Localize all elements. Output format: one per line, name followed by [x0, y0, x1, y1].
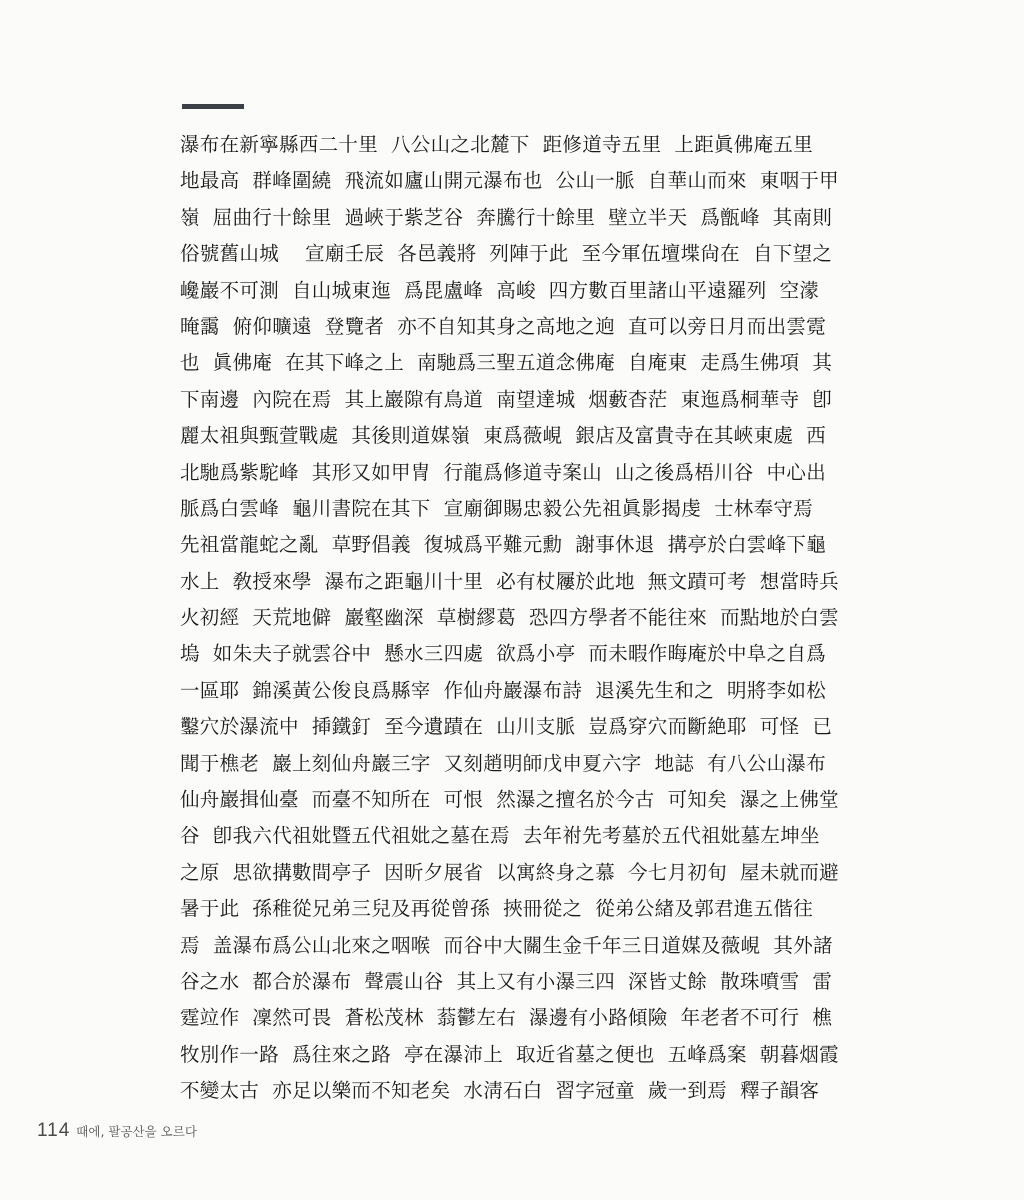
- text-line: 麗太祖與甄萱戰處 其後則道媒嶺 東爲薇峴 銀店及富貴寺在其峽東處 西: [180, 424, 826, 448]
- body-text: [180, 127, 870, 1110]
- text-line: 俗號舊山城 宣廟壬辰 各邑義將 列陣于此 至今軍伍壇堞尙在 自下望之: [180, 242, 833, 266]
- text-line: 脈爲白雲峰 龜川書院在其下 宣廟御賜忠毅公先祖眞影揭虔 士林奉守焉: [180, 496, 813, 520]
- text-line: 晻靄 俯仰曠遠 登覽者 亦不自知其身之高地之逈 直可以旁日月而出雲霓: [180, 314, 826, 338]
- text-line: 一區耶 錦溪黃公俊良爲縣宰 作仙舟巖瀑布詩 退溪先生和之 明將李如松: [180, 678, 826, 702]
- text-line: 焉 盖瀑布爲公山北來之咽喉 而谷中大關生金千年三日道媒及薇峴 其外諸: [180, 933, 833, 957]
- text-line: 之原 思欲搆數間亭子 因昕夕展省 以寓終身之慕 今七月初旬 屋未就而避: [180, 860, 839, 884]
- text-line: 暑于此 孫稚從兄弟三兒及再從曾孫 挾冊從之 從弟公緖及郭君進五偕往: [180, 897, 813, 921]
- text-line: 鑿穴於瀑流中 揷鐵釘 至今遺蹟在 山川支脈 豈爲穿穴而斷絶耶 可怪 已: [180, 715, 833, 739]
- running-title: 때에, 팔공산을 오르다: [76, 1124, 197, 1139]
- text-line: 也 眞佛庵 在其下峰之上 南馳爲三聖五道念佛庵 自庵東 走爲生佛項 其: [180, 351, 833, 375]
- text-line: 地最高 群峰圍繞 飛流如廬山開元瀑布也 公山一脈 自華山而來 東咽于甲: [180, 169, 839, 193]
- text-line: 巉巖不可測 自山城東迤 爲毘盧峰 高峻 四方數百里諸山平遠羅列 空濛: [180, 278, 820, 302]
- text-line: 塢 如朱夫子就雲谷中 懸水三四處 欲爲小亭 而未暇作晦庵於中阜之自爲: [180, 642, 826, 666]
- text-line: 聞于樵老 巖上刻仙舟巖三字 又刻趙明師戊申夏六字 地誌 有八公山瀑布: [180, 751, 826, 775]
- text-line: 霆竝作 凜然可畏 蒼松茂林 蓊鬱左右 瀑邊有小路傾險 年老者不可行 樵: [180, 1006, 833, 1030]
- header-rule: [182, 104, 244, 109]
- text-line: 不變太古 亦足以樂而不知老矣 水淸石白 習字冠童 歲一到焉 釋子韻客: [180, 1079, 820, 1103]
- text-line: 火初經 天荒地僻 巖壑幽深 草樹繆葛 恐四方學者不能往來 而點地於白雲: [180, 606, 839, 630]
- text-line: 下南邊 內院在焉 其上巖隙有鳥道 南望達城 烟藪杳茫 東迤爲桐華寺 卽: [180, 387, 833, 411]
- text-line: 北馳爲紫駝峰 其形又如甲冑 行龍爲修道寺案山 山之後爲梧川谷 中心出: [180, 460, 826, 484]
- page-number: 114: [37, 1120, 71, 1141]
- text-line: 嶺 屈曲行十餘里 過峽于紫芝谷 奔騰行十餘里 壁立半天 爲甑峰 其南則: [180, 205, 833, 229]
- page-footer: [37, 1120, 197, 1148]
- text-line: 仙舟巖揖仙臺 而臺不知所在 可恨 然瀑之擅名於今古 可知矣 瀑之上佛堂: [180, 788, 839, 812]
- text-line: 谷之水 都合於瀑布 聲震山谷 其上又有小瀑三四 深皆丈餘 散珠噴雪 雷: [180, 969, 833, 993]
- text-line: 瀑布在新寧縣西二十里 八公山之北麓下 距修道寺五里 上距眞佛庵五里: [180, 133, 813, 156]
- text-line: 先祖當龍蛇之亂 草野倡義 復城爲平難元勳 謝事休退 搆亭於白雲峰下龜: [180, 533, 826, 557]
- text-line: 谷 卽我六代祖妣暨五代祖妣之墓在焉 去年祔先考墓於五代祖妣墓左坤坐: [180, 824, 820, 848]
- text-line: 牧別作一路 爲往來之路 亭在瀑沛上 取近省墓之便也 五峰爲案 朝暮烟霞: [180, 1042, 839, 1066]
- text-line: 水上 敎授來學 瀑布之距龜川十里 必有杖屨於此地 無文蹟可考 想當時兵: [180, 569, 839, 593]
